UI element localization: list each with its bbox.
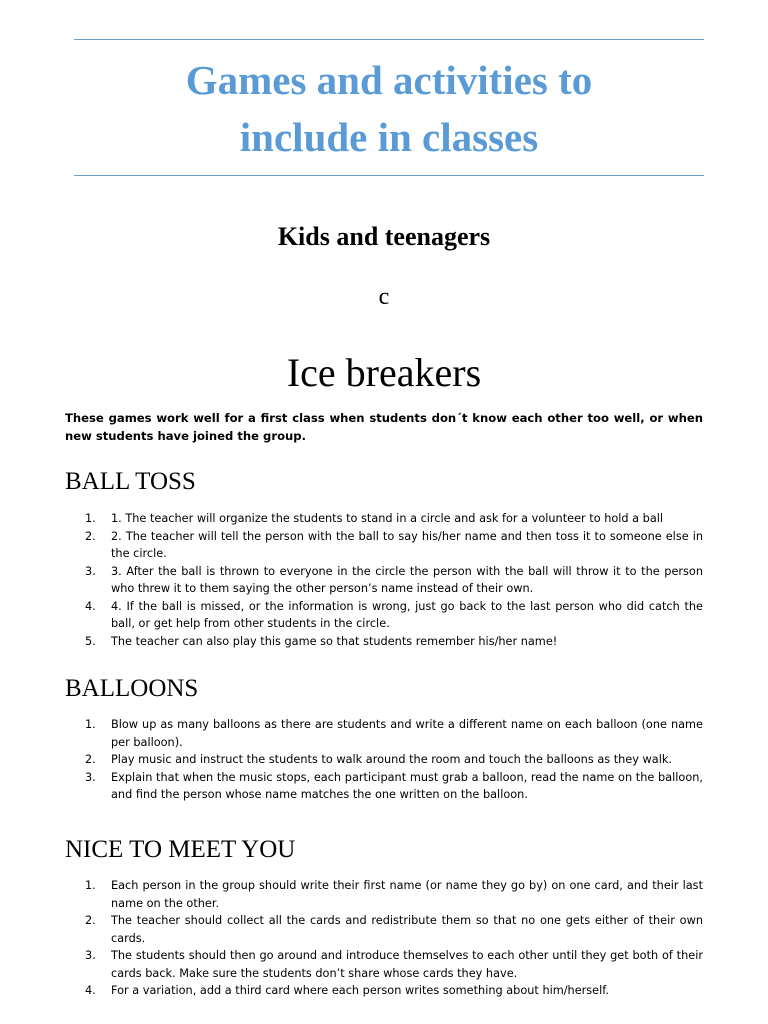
list-item — [65, 563, 703, 598]
list-text: Explain that when the music stops, each participant must grab a balloon, read the name on the balloon, and find the person whose name matches the one written on the balloon. — [111, 770, 703, 801]
game-title-ball-toss: BALL TOSS — [65, 468, 196, 495]
list-text: Play music and instruct the students to walk around the room and touch the balloons as they walk. — [111, 753, 672, 766]
title-top-rule — [74, 39, 704, 40]
list-item — [65, 912, 703, 947]
list-text: The teacher should collect all the cards and redistribute them so that no one gets either of their own cards. — [111, 914, 703, 945]
audience-subtitle: Kids and teenagers — [277, 222, 491, 251]
list-text: Each person in the group should write their first name (or name they go by) on one card, and their last name on the other. — [111, 879, 703, 910]
list-text: Blow up as many balloons as there are students and write a different name on each balloon (one name per balloon). — [111, 718, 703, 749]
nice-to-meet-you-steps — [65, 877, 703, 1000]
list-number: 3. — [85, 949, 96, 962]
list-number: 4. — [85, 984, 96, 997]
list-item — [65, 751, 703, 769]
list-item — [65, 716, 703, 751]
section-title: Ice breakers — [286, 350, 482, 395]
list-item — [65, 633, 703, 651]
list-text: The students should then go around and introduce themselves to each other until they get both of their cards back. Make sure the students don’t share whose cards they have. — [111, 949, 703, 980]
list-item — [65, 982, 703, 1000]
list-text: 4. If the ball is missed, or the information is wrong, just go back to the last person who did catch the ball, or get help from other students in the circle. — [111, 599, 703, 630]
list-number: 1. — [85, 879, 96, 892]
game-title-nice-to-meet-you: NICE TO MEET YOU — [65, 836, 296, 863]
balloons-steps — [65, 716, 703, 804]
list-text: 3. After the ball is thrown to everyone in the circle the person with the ball will throw it to the person who threw it to them saying the other person’s name instead of their own. — [111, 564, 703, 595]
list-number: 2. — [85, 753, 96, 766]
list-text: 2. The teacher will tell the person with the ball to say his/her name and then toss it to someone else in the circle. — [111, 529, 703, 560]
list-number: 4. — [85, 599, 96, 613]
list-text: 1. The teacher will organize the students to stand in a circle and ask for a volunteer to hold a ball — [111, 512, 664, 525]
list-number: 3. — [85, 564, 96, 578]
list-item — [65, 947, 703, 982]
list-number: 1. — [85, 718, 96, 731]
title-line-1: Games and activities to — [185, 57, 593, 103]
list-number: 5. — [85, 634, 96, 648]
stray-character: c — [378, 284, 390, 310]
list-item — [65, 877, 703, 912]
list-number: 3. — [85, 770, 96, 784]
list-item — [65, 528, 703, 563]
list-item — [65, 598, 703, 633]
list-text: For a variation, add a third card where each person writes something about him/herself. — [111, 984, 610, 997]
ball-toss-steps — [65, 510, 703, 650]
list-item — [65, 769, 703, 804]
game-title-balloons: BALLOONS — [65, 675, 199, 702]
title-bottom-rule — [74, 175, 704, 176]
section-intro: These games work well for a first class when students don´t know each other too well, or when new students have joined the group. — [65, 411, 703, 443]
list-item — [65, 510, 703, 528]
title-line-2: include in classes — [239, 114, 539, 160]
list-number: 2. — [85, 914, 96, 927]
list-number: 2. — [85, 529, 96, 543]
list-text: The teacher can also play this game so that students remember his/her name! — [111, 634, 558, 648]
document-title — [74, 52, 704, 166]
list-number: 1. — [85, 512, 96, 525]
